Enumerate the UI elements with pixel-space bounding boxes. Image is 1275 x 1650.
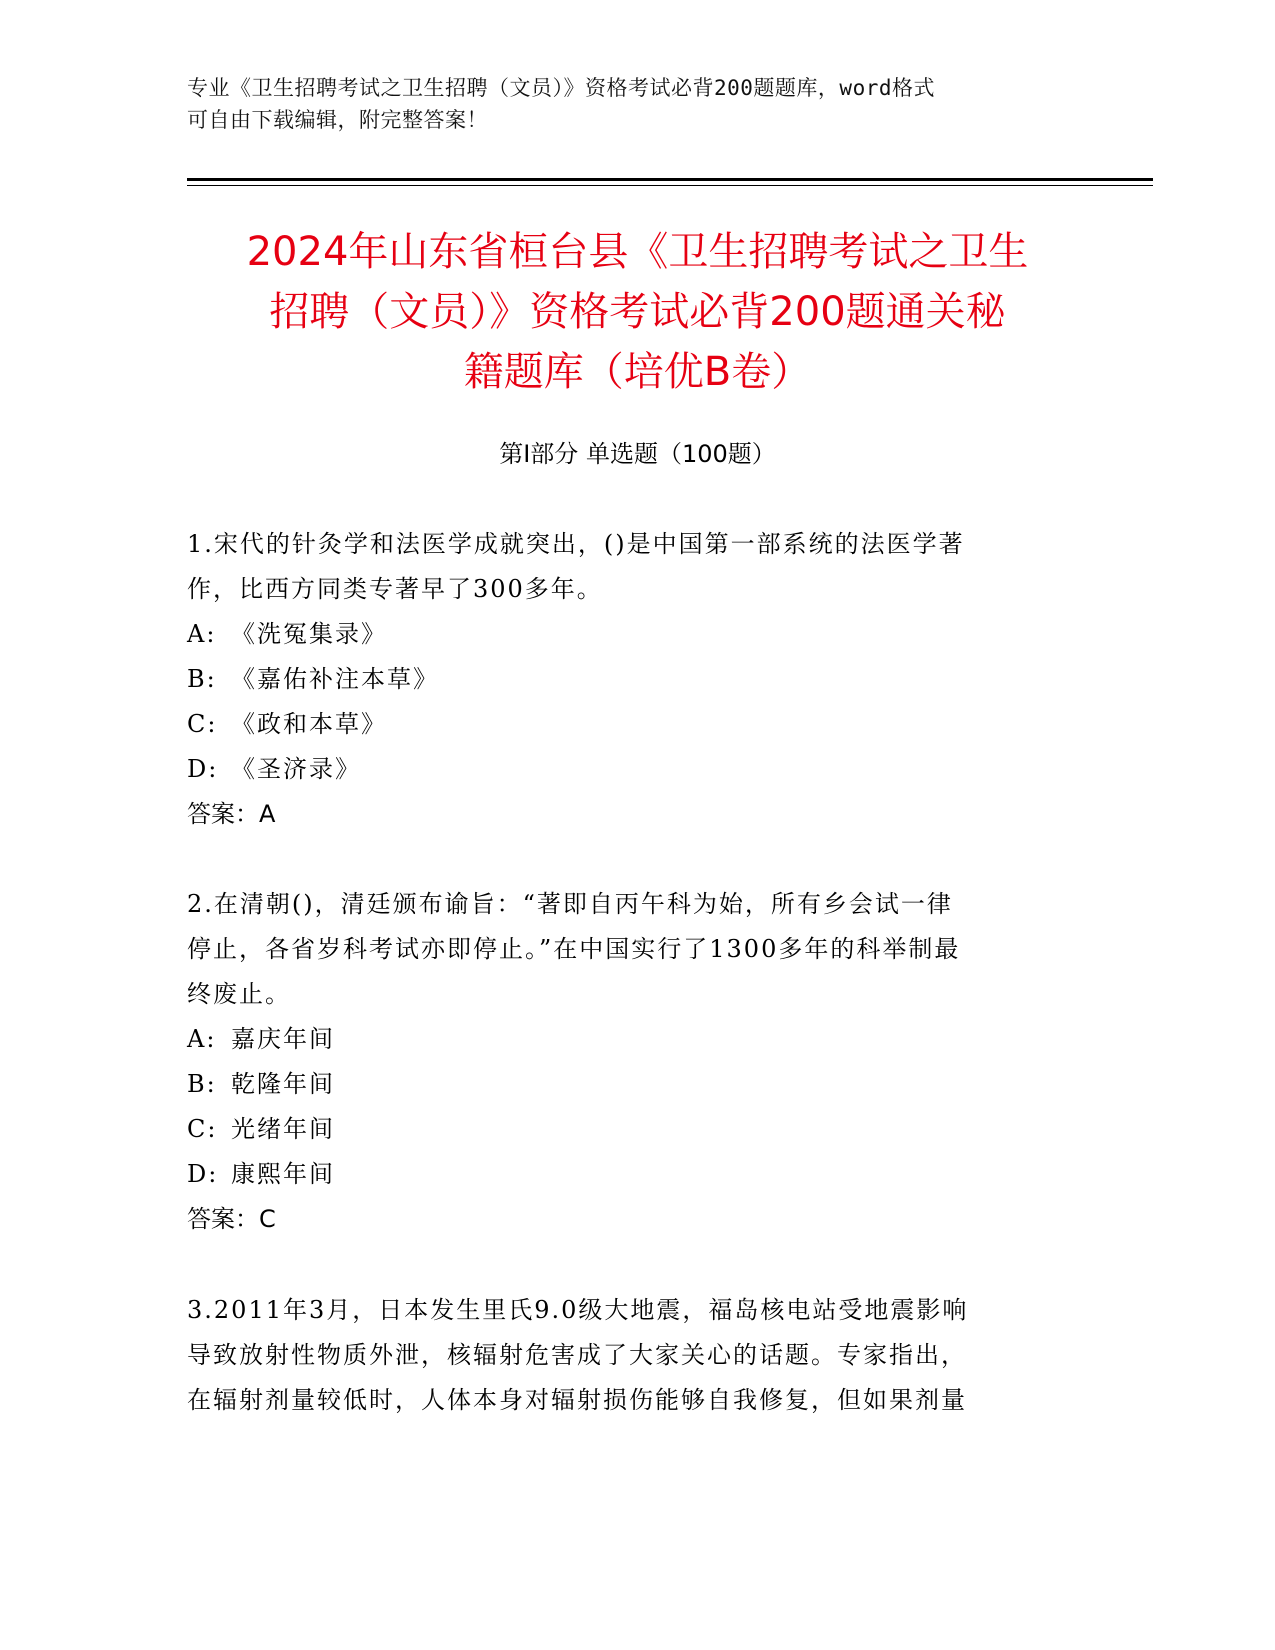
option-text: 嘉庆年间 bbox=[231, 1025, 335, 1053]
answer-option-d bbox=[187, 747, 1087, 792]
header-divider-thin bbox=[187, 185, 1153, 186]
option-text: 《嘉佑补注本草》 bbox=[231, 665, 439, 693]
option-letter: B: bbox=[187, 665, 217, 693]
header-note-line: 可自由下载编辑，附完整答案！ bbox=[187, 108, 488, 132]
header-note bbox=[187, 72, 1067, 136]
answer-option-a bbox=[187, 612, 1087, 657]
question-text-line: 3.2011年3月，日本发生里氏9.0级大地震，福岛核电站受地震影响 bbox=[187, 1296, 969, 1324]
document-title-line: 招聘（文员）》资格考试必背200题通关秘 bbox=[269, 289, 1006, 335]
option-text: 《圣济录》 bbox=[231, 755, 361, 783]
question-text-line: 停止，各省岁科考试亦即停止。”在中国实行了1300多年的科举制最 bbox=[187, 935, 961, 963]
option-letter: D: bbox=[187, 1160, 219, 1188]
option-text: 《政和本草》 bbox=[231, 710, 387, 738]
document-title-line: 2024年山东省桓台县《卫生招聘考试之卫生 bbox=[246, 229, 1029, 275]
question-text-line: 终废止。 bbox=[187, 980, 291, 1008]
document-title bbox=[187, 222, 1088, 402]
option-letter: B: bbox=[187, 1070, 217, 1098]
option-letter: C: bbox=[187, 1115, 218, 1143]
question-item bbox=[187, 522, 1087, 837]
option-text: 《洗冤集录》 bbox=[231, 620, 387, 648]
answer-option-b bbox=[187, 1062, 1087, 1107]
option-letter: A: bbox=[187, 620, 217, 648]
answer-key: 答案：A bbox=[187, 800, 276, 828]
answer-key: 答案：C bbox=[187, 1205, 276, 1233]
question-text-line: 2.在清朝()，清廷颁布谕旨：“著即自丙午科为始，所有乡会试一律 bbox=[187, 890, 953, 918]
question-item bbox=[187, 1288, 1087, 1423]
answer-option-c bbox=[187, 702, 1087, 747]
answer-option-b bbox=[187, 657, 1087, 702]
question-text-line: 1.宋代的针灸学和法医学成就突出，()是中国第一部系统的法医学著 bbox=[187, 530, 965, 558]
option-text: 光绪年间 bbox=[231, 1115, 335, 1143]
option-letter: D: bbox=[187, 755, 219, 783]
option-letter: C: bbox=[187, 710, 218, 738]
option-text: 康熙年间 bbox=[231, 1160, 335, 1188]
answer-option-c bbox=[187, 1107, 1087, 1152]
document-title-line: 籍题库（培优B卷） bbox=[463, 349, 812, 395]
header-divider-thick bbox=[187, 178, 1153, 181]
answer-option-a bbox=[187, 1017, 1087, 1062]
option-letter: A: bbox=[187, 1025, 217, 1053]
question-item bbox=[187, 882, 1087, 1242]
section-title: 第Ⅰ部分 单选题（100题） bbox=[499, 440, 776, 468]
answer-option-d bbox=[187, 1152, 1087, 1197]
option-text: 乾隆年间 bbox=[231, 1070, 335, 1098]
question-text-line: 作，比西方同类专著早了300多年。 bbox=[187, 575, 603, 603]
question-text-line: 导致放射性物质外泄，核辐射危害成了大家关心的话题。专家指出， bbox=[187, 1341, 967, 1369]
header-note-line: 专业《卫生招聘考试之卫生招聘（文员）》资格考试必背200题题库，word格式 bbox=[187, 76, 935, 100]
question-text-line: 在辐射剂量较低时，人体本身对辐射损伤能够自我修复，但如果剂量 bbox=[187, 1386, 967, 1414]
